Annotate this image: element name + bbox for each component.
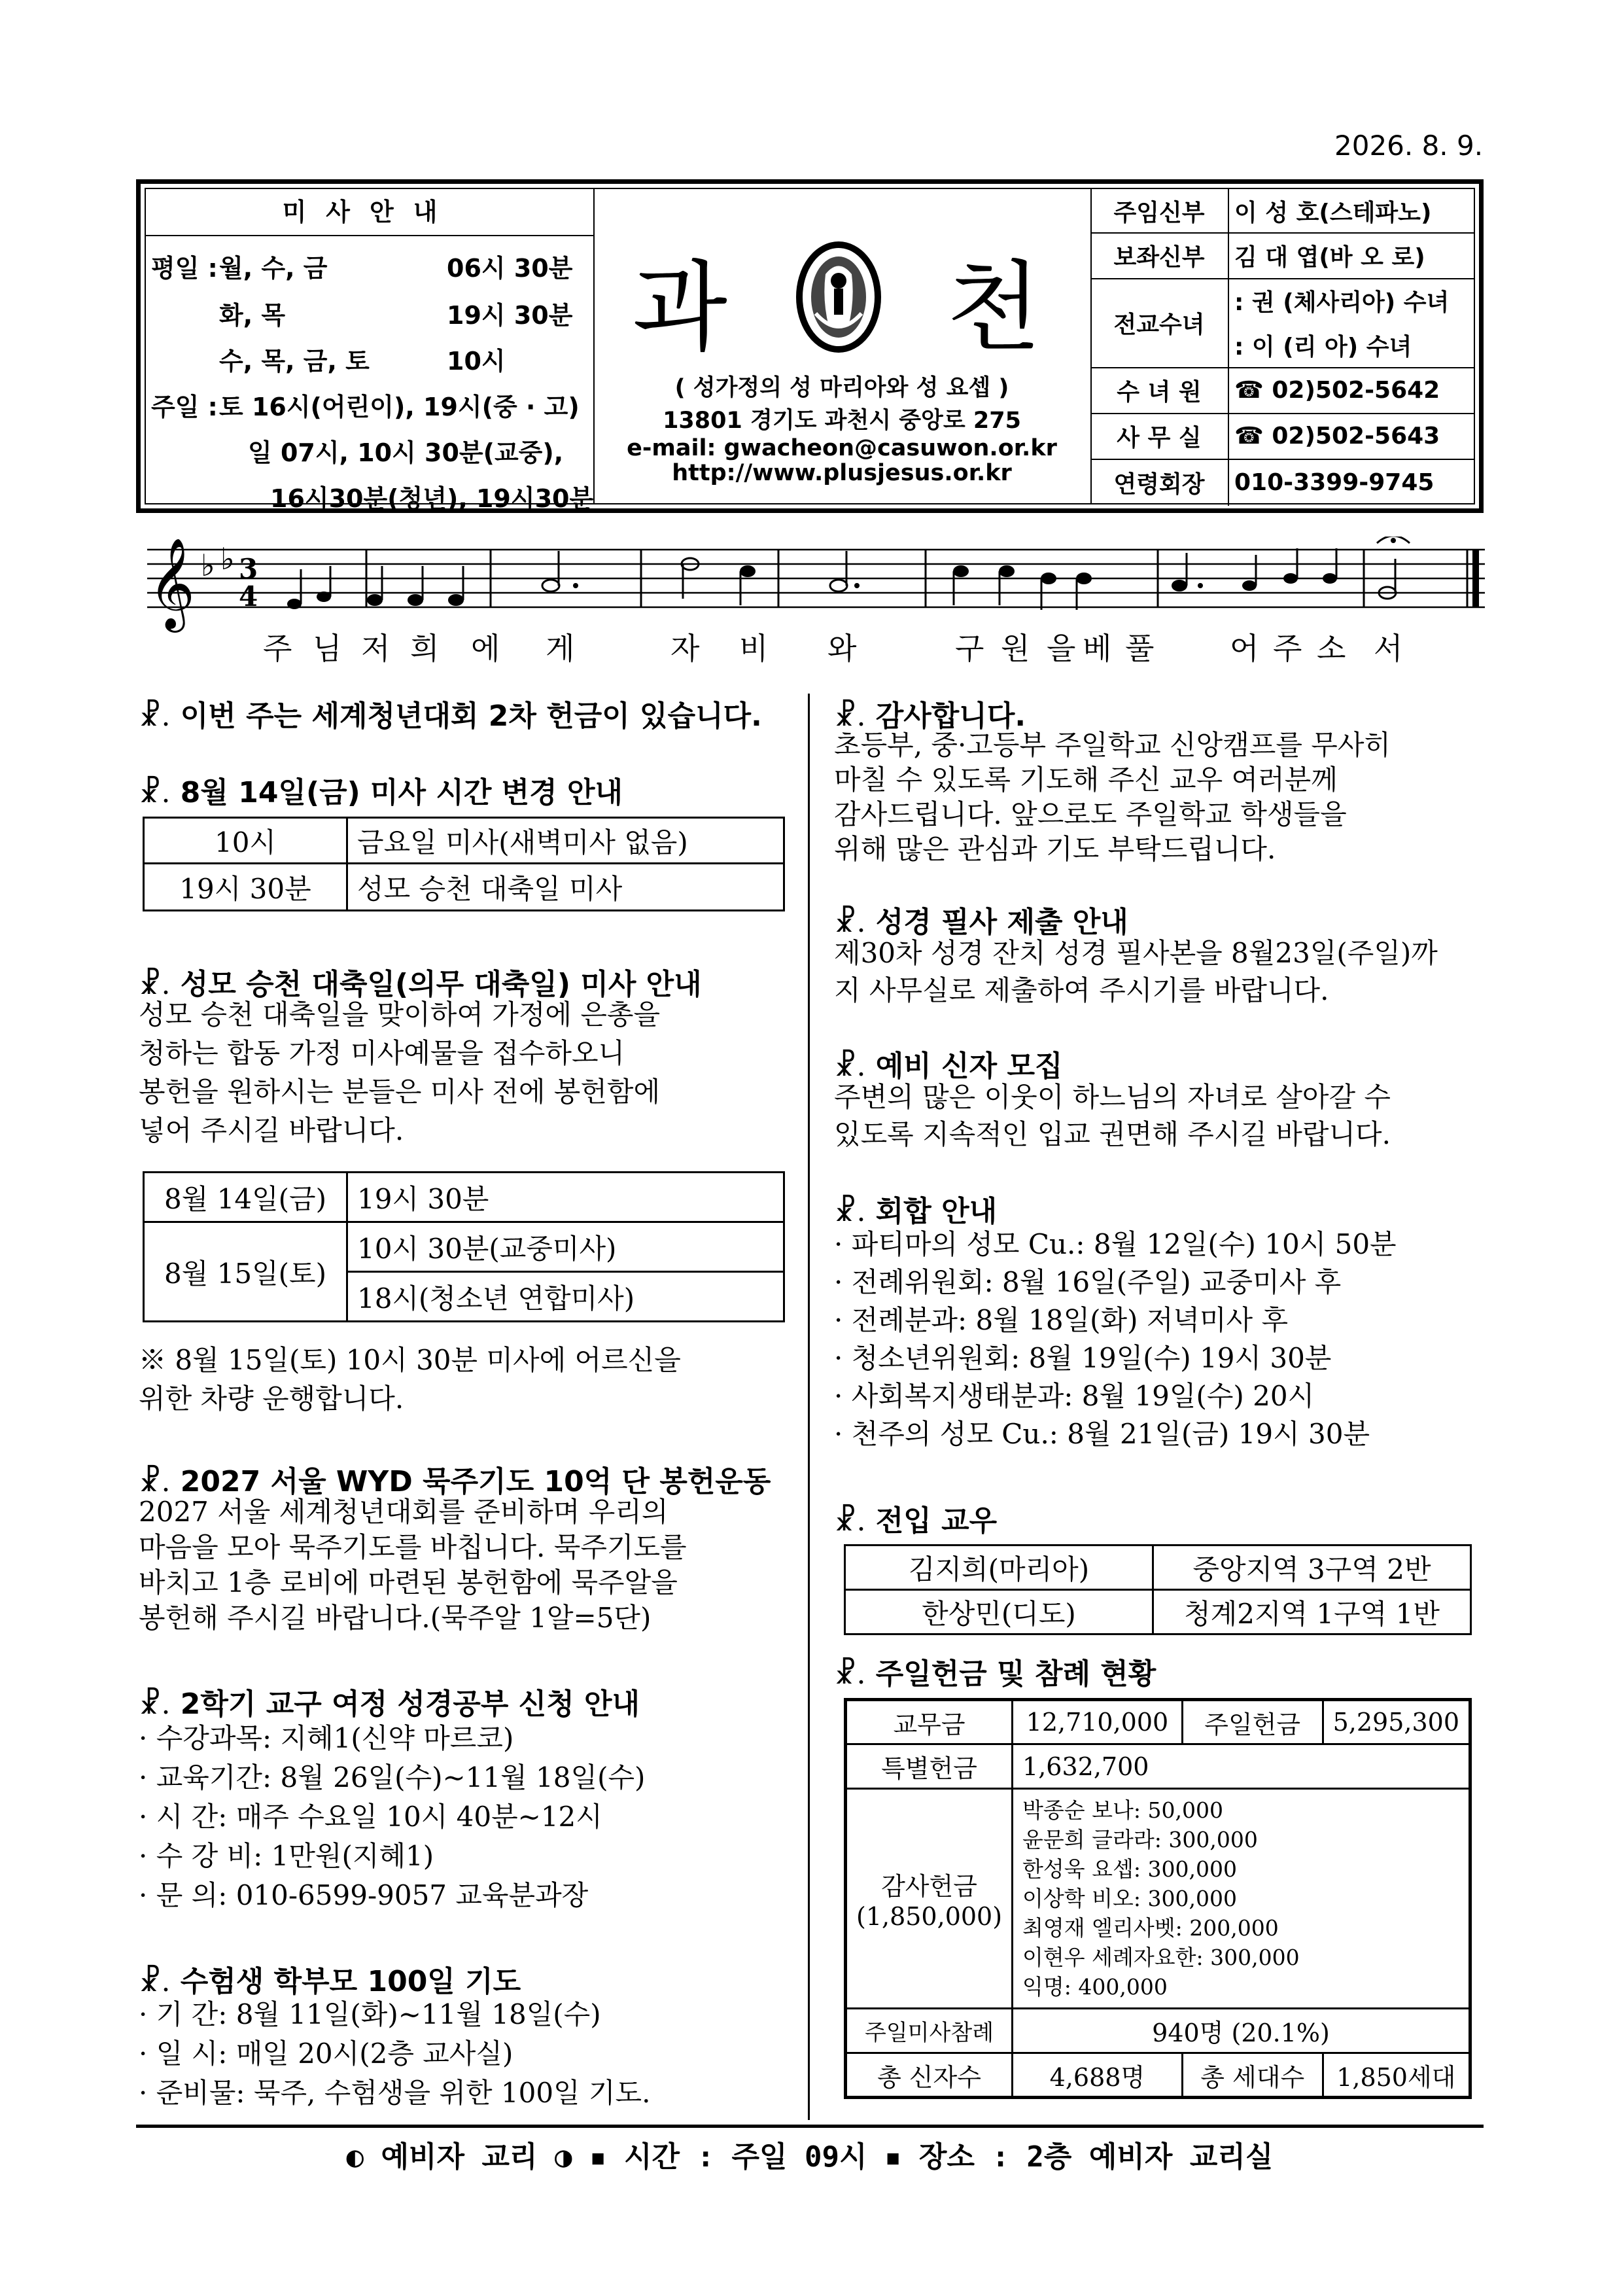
list-item: 윤문희 글라라: 300,000 bbox=[1022, 1827, 1258, 1852]
table-cell: 중앙지역 3구역 2반 bbox=[1153, 1545, 1471, 1590]
list-item: 한성욱 요셉: 300,000 bbox=[1022, 1856, 1237, 1882]
clergy-label: 사 무 실 bbox=[1090, 413, 1229, 459]
lyric-syllable: 님 bbox=[313, 631, 342, 666]
chi-rho-icon: ☧. bbox=[139, 968, 171, 1001]
paragraph-line: 위해 많은 관심과 기도 부탁드립니다. bbox=[834, 833, 1276, 865]
clergy-row bbox=[1090, 189, 1474, 234]
chi-rho-icon: ☧. bbox=[139, 1965, 171, 1998]
lyric-syllable: 주 bbox=[1273, 631, 1302, 666]
masthead-box bbox=[136, 179, 1484, 513]
table-cell: 교무금 bbox=[846, 1700, 1013, 1744]
section-heading bbox=[139, 1958, 521, 2000]
list-item: 최영재 엘리사벳: 200,000 bbox=[1022, 1915, 1279, 1941]
offering-status-table bbox=[844, 1698, 1472, 2099]
clergy-value: : 이 (리 아) 수녀 bbox=[1234, 333, 1412, 361]
funeral-committee-phone: 010-3399-9745 bbox=[1234, 468, 1434, 496]
section-title: 수험생 학부모 100일 기도 bbox=[180, 1965, 521, 1998]
title-char-1: 과 bbox=[633, 251, 727, 365]
lyric-syllable: 와 bbox=[827, 631, 857, 666]
thanks-total: (1,850,000) bbox=[856, 1902, 1003, 1931]
lyric-syllable: 비 bbox=[739, 631, 769, 666]
clergy-contacts bbox=[1090, 189, 1474, 503]
footer-rule bbox=[136, 2125, 1484, 2128]
chi-rho-icon: ☧. bbox=[139, 776, 171, 809]
clergy-label: 보좌신부 bbox=[1090, 232, 1229, 278]
section-title: 감사합니다. bbox=[875, 699, 1026, 733]
section-heading bbox=[834, 1497, 997, 1539]
convent-phone: ☎ 02)502-5642 bbox=[1234, 376, 1440, 404]
table-cell: 10시 30분(교중미사) bbox=[347, 1222, 784, 1272]
chi-rho-icon: ☧. bbox=[834, 1195, 866, 1228]
mass-row-days: 수, 목, 금, 토 bbox=[219, 347, 370, 376]
lyric-syllable: 풀 bbox=[1125, 631, 1155, 666]
paragraph-line: 초등부, 중·고등부 주일학교 신앙캠프를 무사히 bbox=[834, 729, 1391, 761]
table-cell: 한상민(디도) bbox=[845, 1590, 1153, 1634]
chi-rho-icon: ☧. bbox=[834, 1657, 866, 1691]
lyric-syllable: 에 bbox=[471, 631, 500, 666]
lyric-syllable: 게 bbox=[546, 631, 575, 666]
chi-rho-icon: ☧. bbox=[834, 906, 866, 939]
table-cell: 19시 30분 bbox=[347, 1173, 784, 1222]
section-title: 회합 안내 bbox=[875, 1195, 998, 1228]
table-cell: 특별헌금 bbox=[846, 1744, 1013, 1789]
clergy-value: : 권 (체사리아) 수녀 bbox=[1234, 289, 1450, 316]
mass-row-days: 16시30분(청년), 19시30분 bbox=[270, 484, 594, 513]
paragraph-line: 봉헌해 주시길 바랍니다.(묵주알 1알=5단) bbox=[139, 1602, 652, 1634]
svg-text:♭: ♭ bbox=[220, 541, 235, 576]
mass-row-time: 10시 bbox=[447, 347, 506, 376]
section-title: 성경 필사 제출 안내 bbox=[875, 906, 1128, 939]
mass-row-days: 화, 목 bbox=[219, 301, 286, 330]
chi-rho-icon: ☧. bbox=[139, 1687, 171, 1721]
mass-change-table bbox=[143, 817, 785, 911]
chi-rho-icon: ☧. bbox=[834, 1504, 866, 1538]
clergy-row bbox=[1090, 278, 1474, 368]
list-item: · 교육기간: 8월 26일(수)~11월 18일(수) bbox=[139, 1761, 646, 1793]
chi-rho-icon: ☧. bbox=[834, 699, 866, 733]
list-item: · 사회복지생태분과: 8월 19일(수) 20시 bbox=[834, 1380, 1315, 1412]
list-item: · 시 간: 매주 수요일 10시 40분~12시 bbox=[139, 1801, 602, 1833]
list-item: 이현우 세례자요한: 300,000 bbox=[1022, 1945, 1300, 1970]
mass-schedule-title: 미사안내 bbox=[146, 189, 593, 236]
section-heading bbox=[139, 692, 762, 734]
section-heading bbox=[834, 1188, 997, 1229]
chi-rho-icon: ☧. bbox=[139, 1465, 171, 1498]
table-cell: 1,632,700 bbox=[1013, 1744, 1470, 1789]
lyric-syllable: 원 bbox=[1001, 631, 1030, 666]
table-cell: 주일미사참례 bbox=[846, 2009, 1013, 2053]
section-title: 성모 승천 대축일(의무 대축일) 미사 안내 bbox=[180, 968, 702, 1001]
mass-row-time: 19시 30분 bbox=[447, 301, 573, 330]
list-item: · 청소년위원회: 8월 19일(수) 19시 30분 bbox=[834, 1342, 1332, 1374]
section-heading bbox=[139, 769, 623, 811]
paragraph-line: 청하는 합동 가정 미사예물을 접수하오니 bbox=[139, 1037, 625, 1069]
table-cell: 8월 15일(토) bbox=[144, 1222, 347, 1322]
mass-row-label: 주일 : bbox=[151, 393, 218, 421]
paragraph-line: 봉헌을 원하시는 분들은 미사 전에 봉헌함에 bbox=[139, 1076, 661, 1108]
column-divider bbox=[808, 694, 810, 2120]
thanks-label: 감사헌금 bbox=[881, 1872, 977, 1901]
mass-row-time: 06시 30분 bbox=[447, 254, 573, 283]
paragraph-line: 지 사무실로 제출하여 주시기를 바랍니다. bbox=[834, 974, 1329, 1006]
section-title: 주일헌금 및 참례 현황 bbox=[875, 1657, 1156, 1691]
clergy-row bbox=[1090, 413, 1474, 460]
table-cell: 총 세대수 bbox=[1182, 2053, 1323, 2098]
paragraph-line: 감사드립니다. 앞으로도 주일학교 학생들을 bbox=[834, 798, 1347, 830]
holy-family-emblem-icon bbox=[790, 235, 888, 359]
table-cell: 1,850세대 bbox=[1323, 2053, 1470, 2098]
list-item: · 기 간: 8월 11일(화)~11월 18일(수) bbox=[139, 1998, 601, 2030]
clergy-row bbox=[1090, 367, 1474, 414]
table-cell: 4,688명 bbox=[1013, 2053, 1183, 2098]
list-item: · 준비물: 묵주, 수험생을 위한 100일 기도. bbox=[139, 2077, 651, 2109]
chi-rho-icon: ☧. bbox=[139, 699, 171, 733]
table-cell bbox=[846, 1789, 1013, 2009]
clergy-label: 연령회장 bbox=[1090, 459, 1229, 506]
clergy-label: 수 녀 원 bbox=[1090, 367, 1229, 413]
svg-text:♭: ♭ bbox=[201, 548, 215, 583]
table-cell: 주일헌금 bbox=[1182, 1700, 1323, 1744]
lyric-syllable: 을 bbox=[1047, 631, 1076, 666]
lyric-syllable: 희 bbox=[410, 631, 440, 666]
table-cell: 총 신자수 bbox=[846, 2053, 1013, 2098]
list-item: · 수강과목: 지혜1(신약 마르코) bbox=[139, 1722, 514, 1754]
list-item: · 수 강 비: 1만원(지혜1) bbox=[139, 1840, 434, 1872]
paragraph-line: 있도록 지속적인 입교 권면해 주시길 바랍니다. bbox=[834, 1118, 1391, 1150]
section-title: 2학기 교구 여정 성경공부 신청 안내 bbox=[180, 1687, 640, 1721]
patron-saints: ( 성가정의 성 마리아와 성 요셉 ) bbox=[674, 375, 1009, 401]
table-cell: 19시 30분 bbox=[144, 864, 347, 911]
parish-title bbox=[593, 189, 1092, 503]
lyric-syllable: 어 bbox=[1230, 631, 1259, 666]
mass-row-label: 평일 : bbox=[151, 254, 218, 283]
title-char-2: 천 bbox=[947, 251, 1041, 365]
list-item: 이상학 비오: 300,000 bbox=[1022, 1886, 1237, 1911]
parish-website[interactable]: http://www.plusjesus.or.kr bbox=[672, 460, 1012, 486]
clergy-value: 이 성 호(스테파노) bbox=[1234, 199, 1432, 226]
lyric-syllable: 주 bbox=[263, 631, 292, 666]
mass-row-days: 토 16시(어린이), 19시(중 · 고) bbox=[219, 393, 580, 421]
list-item: · 일 시: 매일 20시(2층 교사실) bbox=[139, 2038, 513, 2070]
table-cell: 12,710,000 bbox=[1013, 1700, 1183, 1744]
paragraph-line: 2027 서울 세계청년대회를 준비하며 우리의 bbox=[139, 1496, 669, 1528]
table-cell: 청계2지역 1구역 1반 bbox=[1153, 1590, 1471, 1634]
svg-text:4: 4 bbox=[239, 580, 258, 612]
table-cell: 940명 (20.1%) bbox=[1013, 2009, 1470, 2053]
list-item: · 전례위원회: 8월 16일(주일) 교중미사 후 bbox=[834, 1266, 1342, 1298]
table-cell: 18시(청소년 연합미사) bbox=[347, 1272, 784, 1322]
parish-address: 13801 경기도 과천시 중앙로 275 bbox=[663, 408, 1021, 434]
section-heading bbox=[834, 1650, 1156, 1692]
paragraph-line: 바치고 1층 로비에 마련된 봉헌함에 묵주알을 bbox=[139, 1566, 678, 1598]
mass-schedule bbox=[146, 189, 595, 513]
svg-text:𝄞: 𝄞 bbox=[148, 538, 195, 629]
lyric-syllable: 서 bbox=[1374, 631, 1403, 666]
note-line: 위한 차량 운행합니다. bbox=[139, 1383, 404, 1415]
paragraph-line: 마칠 수 있도록 기도해 주신 교우 여러분께 bbox=[834, 764, 1338, 796]
clergy-label: 전교수녀 bbox=[1090, 278, 1229, 367]
lyric-syllable: 소 bbox=[1317, 631, 1346, 666]
table-cell: 성모 승천 대축일 미사 bbox=[347, 864, 784, 911]
mass-row-days: 월, 수, 금 bbox=[219, 254, 328, 283]
catechumen-class-notice: ◐ 예비자 교리 ◑ ▪ 시간 : 주일 09시 ▪ 장소 : 2층 예비자 교리실 bbox=[346, 2140, 1274, 2174]
paragraph-line: 성모 승천 대축일을 맞이하여 가정에 은총을 bbox=[139, 998, 661, 1031]
assumption-mass-table bbox=[143, 1171, 785, 1322]
list-item: · 천주의 성모 Cu.: 8월 21일(금) 19시 30분 bbox=[834, 1418, 1370, 1450]
section-title: 8월 14일(금) 미사 시간 변경 안내 bbox=[180, 776, 623, 809]
office-phone: ☎ 02)502-5643 bbox=[1234, 422, 1440, 450]
section-title: 예비 신자 모집 bbox=[875, 1050, 1063, 1083]
paragraph-line: 넣어 주시길 바랍니다. bbox=[139, 1114, 404, 1146]
table-cell: 금요일 미사(새벽미사 없음) bbox=[347, 818, 784, 864]
new-parishioners-table bbox=[844, 1544, 1472, 1635]
clergy-label: 주임신부 bbox=[1090, 189, 1229, 232]
clergy-value: 김 대 엽(바 오 로) bbox=[1234, 243, 1425, 271]
list-item: · 전례분과: 8월 18일(화) 저녁미사 후 bbox=[834, 1304, 1289, 1336]
section-heading bbox=[139, 1680, 640, 1722]
paragraph-line: 마음을 모아 묵주기도를 바칩니다. 묵주기도를 bbox=[139, 1531, 687, 1563]
list-item: 익명: 400,000 bbox=[1022, 1974, 1168, 2000]
paragraph-line: 주변의 많은 이웃이 하느님의 자녀로 살아갈 수 bbox=[834, 1081, 1391, 1113]
section-title: 이번 주는 세계청년대회 2차 헌금이 있습니다. bbox=[180, 699, 762, 733]
lyric-syllable: 자 bbox=[670, 631, 700, 666]
clergy-row bbox=[1090, 459, 1474, 506]
table-cell: 8월 14일(금) bbox=[144, 1173, 347, 1222]
clergy-row bbox=[1090, 232, 1474, 279]
paragraph-line: 제30차 성경 잔치 성경 필사본을 8월23일(주일)까 bbox=[834, 937, 1438, 969]
section-title: 2027 서울 WYD 묵주기도 10억 단 봉헌운동 bbox=[180, 1465, 771, 1498]
lyric-syllable: 베 bbox=[1083, 631, 1112, 666]
lyric-syllable: 저 bbox=[361, 631, 391, 666]
lyric-syllable: 구 bbox=[955, 631, 984, 666]
svg-text:3: 3 bbox=[239, 553, 258, 585]
note-line: ※ 8월 15일(토) 10시 30분 미사에 어르신을 bbox=[139, 1344, 681, 1376]
chi-rho-icon: ☧. bbox=[834, 1050, 866, 1083]
table-cell: 김지희(마리아) bbox=[845, 1545, 1153, 1590]
bulletin-date: 2026. 8. 9. bbox=[1334, 130, 1484, 162]
section-title: 전입 교우 bbox=[875, 1504, 998, 1538]
list-item: 박종순 보나: 50,000 bbox=[1022, 1797, 1224, 1823]
parish-email[interactable]: e-mail: gwacheon@casuwon.or.kr bbox=[627, 435, 1057, 461]
list-item: · 파티마의 성모 Cu.: 8월 12일(수) 10시 50분 bbox=[834, 1228, 1397, 1260]
mass-row-days: 일 07시, 10시 30분(교중), bbox=[248, 438, 564, 467]
table-cell: 5,295,300 bbox=[1323, 1700, 1470, 1744]
thanks-list bbox=[1013, 1789, 1470, 2009]
list-item: · 문 의: 010-6599-9057 교육분과장 bbox=[139, 1879, 589, 1911]
table-cell: 10시 bbox=[144, 818, 347, 864]
